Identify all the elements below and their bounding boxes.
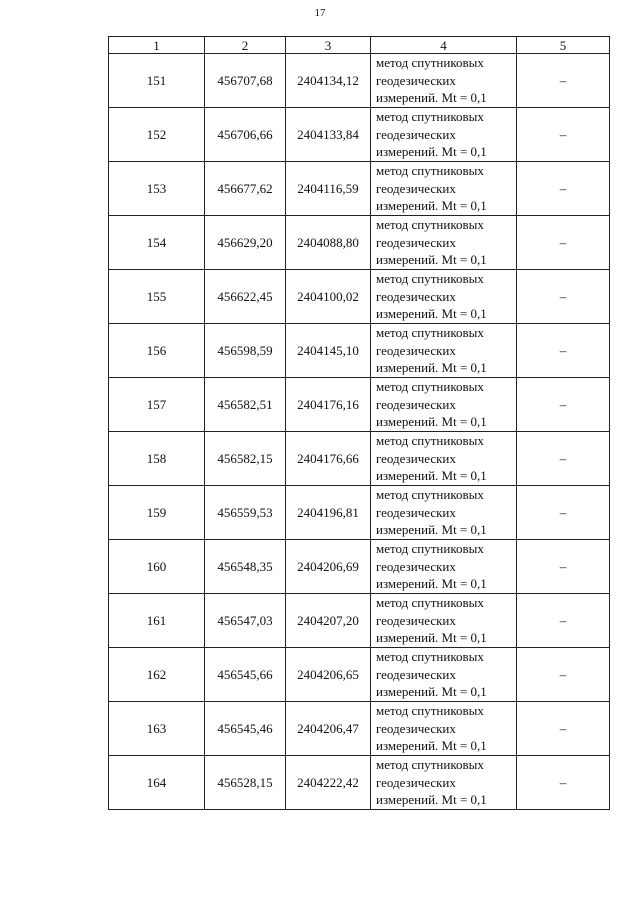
column-header: 3	[286, 37, 371, 54]
table-row	[109, 162, 610, 216]
method-cell	[371, 54, 517, 108]
method-line: геодезических	[376, 234, 456, 250]
x-coordinate-cell: 456545,66	[205, 648, 286, 702]
x-coordinate-cell: 456598,59	[205, 324, 286, 378]
y-coordinate-cell: 2404206,65	[286, 648, 371, 702]
point-number-cell: 152	[109, 108, 205, 162]
point-number-cell: 151	[109, 54, 205, 108]
column-5-cell: –	[517, 216, 610, 270]
table-row	[109, 756, 610, 810]
table-row	[109, 216, 610, 270]
table-row	[109, 54, 610, 108]
y-coordinate-cell: 2404207,20	[286, 594, 371, 648]
method-line: метод спутниковых	[376, 757, 484, 773]
method-line: измерений. Mt = 0,1	[376, 360, 487, 376]
method-line: измерений. Mt = 0,1	[376, 198, 487, 214]
method-line: метод спутниковых	[376, 271, 484, 287]
column-header: 4	[371, 37, 517, 54]
column-5-cell: –	[517, 108, 610, 162]
y-coordinate-cell: 2404176,66	[286, 432, 371, 486]
method-line: метод спутниковых	[376, 163, 484, 179]
x-coordinate-cell: 456677,62	[205, 162, 286, 216]
method-line: метод спутниковых	[376, 433, 484, 449]
y-coordinate-cell: 2404176,16	[286, 378, 371, 432]
x-coordinate-cell: 456582,15	[205, 432, 286, 486]
point-number-cell: 162	[109, 648, 205, 702]
table-row	[109, 432, 610, 486]
method-line: метод спутниковых	[376, 703, 484, 719]
method-cell	[371, 756, 517, 810]
column-5-cell: –	[517, 648, 610, 702]
x-coordinate-cell: 456559,53	[205, 486, 286, 540]
method-line: метод спутниковых	[376, 379, 484, 395]
point-number-cell: 161	[109, 594, 205, 648]
table-row	[109, 270, 610, 324]
point-number-cell: 157	[109, 378, 205, 432]
column-5-cell: –	[517, 594, 610, 648]
method-line: геодезических	[376, 342, 456, 358]
column-5-cell: –	[517, 378, 610, 432]
y-coordinate-cell: 2404196,81	[286, 486, 371, 540]
method-line: метод спутниковых	[376, 325, 484, 341]
point-number-cell: 163	[109, 702, 205, 756]
table-row	[109, 648, 610, 702]
method-line: метод спутниковых	[376, 109, 484, 125]
method-line: измерений. Mt = 0,1	[376, 252, 487, 268]
table-header-row	[109, 37, 610, 54]
method-cell	[371, 540, 517, 594]
method-line: геодезических	[376, 666, 456, 682]
y-coordinate-cell: 2404206,47	[286, 702, 371, 756]
column-header: 5	[517, 37, 610, 54]
method-cell	[371, 216, 517, 270]
table-row	[109, 108, 610, 162]
method-line: геодезических	[376, 126, 456, 142]
method-line: измерений. Mt = 0,1	[376, 792, 487, 808]
table-row	[109, 594, 610, 648]
x-coordinate-cell: 456548,35	[205, 540, 286, 594]
method-line: измерений. Mt = 0,1	[376, 576, 487, 592]
column-5-cell: –	[517, 756, 610, 810]
method-line: геодезических	[376, 396, 456, 412]
method-line: измерений. Mt = 0,1	[376, 306, 487, 322]
method-cell	[371, 270, 517, 324]
column-5-cell: –	[517, 540, 610, 594]
x-coordinate-cell: 456545,46	[205, 702, 286, 756]
point-number-cell: 156	[109, 324, 205, 378]
method-line: метод спутниковых	[376, 487, 484, 503]
method-line: геодезических	[376, 558, 456, 574]
y-coordinate-cell: 2404222,42	[286, 756, 371, 810]
column-5-cell: –	[517, 54, 610, 108]
method-cell	[371, 324, 517, 378]
method-cell	[371, 486, 517, 540]
method-line: измерений. Mt = 0,1	[376, 414, 487, 430]
method-cell	[371, 432, 517, 486]
method-line: измерений. Mt = 0,1	[376, 90, 487, 106]
y-coordinate-cell: 2404116,59	[286, 162, 371, 216]
method-cell	[371, 162, 517, 216]
point-number-cell: 155	[109, 270, 205, 324]
table-row	[109, 378, 610, 432]
page-number: 17	[314, 7, 326, 19]
method-cell	[371, 702, 517, 756]
table-row	[109, 324, 610, 378]
method-line: измерений. Mt = 0,1	[376, 630, 487, 646]
method-line: метод спутниковых	[376, 541, 484, 557]
column-5-cell: –	[517, 702, 610, 756]
method-line: геодезических	[376, 774, 456, 790]
x-coordinate-cell: 456629,20	[205, 216, 286, 270]
y-coordinate-cell: 2404206,69	[286, 540, 371, 594]
y-coordinate-cell: 2404088,80	[286, 216, 371, 270]
point-number-cell: 160	[109, 540, 205, 594]
column-5-cell: –	[517, 162, 610, 216]
point-number-cell: 159	[109, 486, 205, 540]
column-5-cell: –	[517, 432, 610, 486]
y-coordinate-cell: 2404133,84	[286, 108, 371, 162]
method-line: геодезических	[376, 288, 456, 304]
y-coordinate-cell: 2404100,02	[286, 270, 371, 324]
method-line: измерений. Mt = 0,1	[376, 144, 487, 160]
x-coordinate-cell: 456547,03	[205, 594, 286, 648]
method-line: измерений. Mt = 0,1	[376, 738, 487, 754]
method-cell	[371, 108, 517, 162]
method-line: геодезических	[376, 720, 456, 736]
method-cell	[371, 594, 517, 648]
table-row	[109, 702, 610, 756]
method-line: метод спутниковых	[376, 217, 484, 233]
x-coordinate-cell: 456707,68	[205, 54, 286, 108]
point-number-cell: 158	[109, 432, 205, 486]
x-coordinate-cell: 456706,66	[205, 108, 286, 162]
method-line: геодезических	[376, 504, 456, 520]
x-coordinate-cell: 456528,15	[205, 756, 286, 810]
x-coordinate-cell: 456582,51	[205, 378, 286, 432]
x-coordinate-cell: 456622,45	[205, 270, 286, 324]
method-line: геодезических	[376, 72, 456, 88]
coordinates-table	[108, 36, 610, 810]
point-number-cell: 164	[109, 756, 205, 810]
table-row	[109, 486, 610, 540]
column-5-cell: –	[517, 486, 610, 540]
method-line: измерений. Mt = 0,1	[376, 684, 487, 700]
method-line: измерений. Mt = 0,1	[376, 468, 487, 484]
method-cell	[371, 378, 517, 432]
method-line: метод спутниковых	[376, 55, 484, 71]
column-header: 1	[109, 37, 205, 54]
y-coordinate-cell: 2404145,10	[286, 324, 371, 378]
column-5-cell: –	[517, 324, 610, 378]
column-5-cell: –	[517, 270, 610, 324]
point-number-cell: 153	[109, 162, 205, 216]
method-line: геодезических	[376, 450, 456, 466]
method-cell	[371, 648, 517, 702]
column-header: 2	[205, 37, 286, 54]
method-line: геодезических	[376, 180, 456, 196]
method-line: метод спутниковых	[376, 649, 484, 665]
method-line: метод спутниковых	[376, 595, 484, 611]
point-number-cell: 154	[109, 216, 205, 270]
method-line: измерений. Mt = 0,1	[376, 522, 487, 538]
method-line: геодезических	[376, 612, 456, 628]
table-row	[109, 540, 610, 594]
y-coordinate-cell: 2404134,12	[286, 54, 371, 108]
